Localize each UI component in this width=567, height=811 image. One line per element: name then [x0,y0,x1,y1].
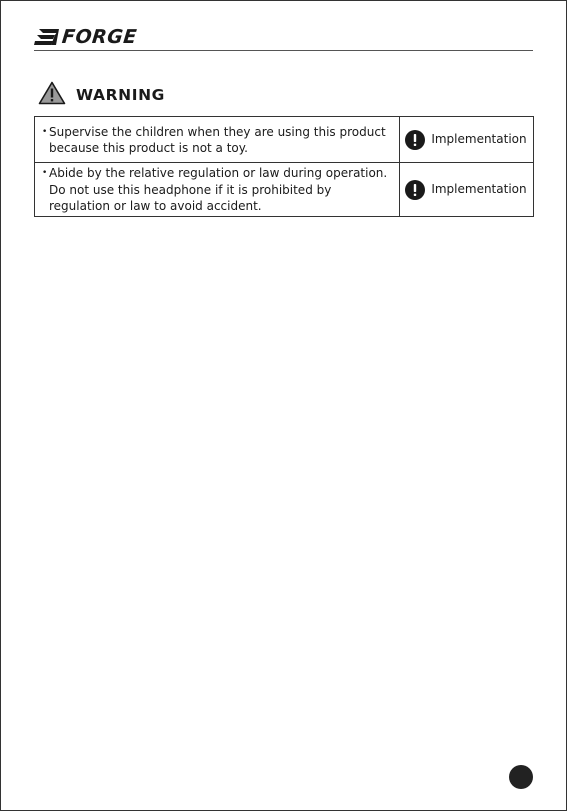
warning-title: WARNING [76,86,165,104]
brand-mark-icon [34,27,60,47]
warning-text-cell [35,117,400,163]
brand-name: FORGE [60,26,138,48]
warning-text-cell [35,163,400,217]
implementation-cell [400,163,534,217]
exclamation-circle-icon [405,130,425,150]
exclamation-circle-icon [405,180,425,200]
table-row [35,163,534,217]
list-item [42,124,393,157]
warning-heading [38,80,165,106]
implementation-label: Implementation [431,182,527,197]
warning-text: Supervise the children when they are using this product because this product is not a toy. [49,124,386,155]
bullet-mark: • [42,126,48,137]
implementation-cell [400,117,534,163]
warning-table [34,116,534,217]
brand-logo [34,26,137,48]
table-row [35,117,534,163]
page-number-marker [509,765,533,789]
warning-triangle-icon [38,81,66,105]
bullet-mark: • [42,168,48,179]
list-item [42,165,393,215]
warning-text: Abide by the relative regulation or law during operation. Do not use this headphone if it is prohibited by regulation or law to avoid accident. [49,166,388,214]
implementation-label: Implementation [431,132,527,147]
page-header [34,26,533,51]
